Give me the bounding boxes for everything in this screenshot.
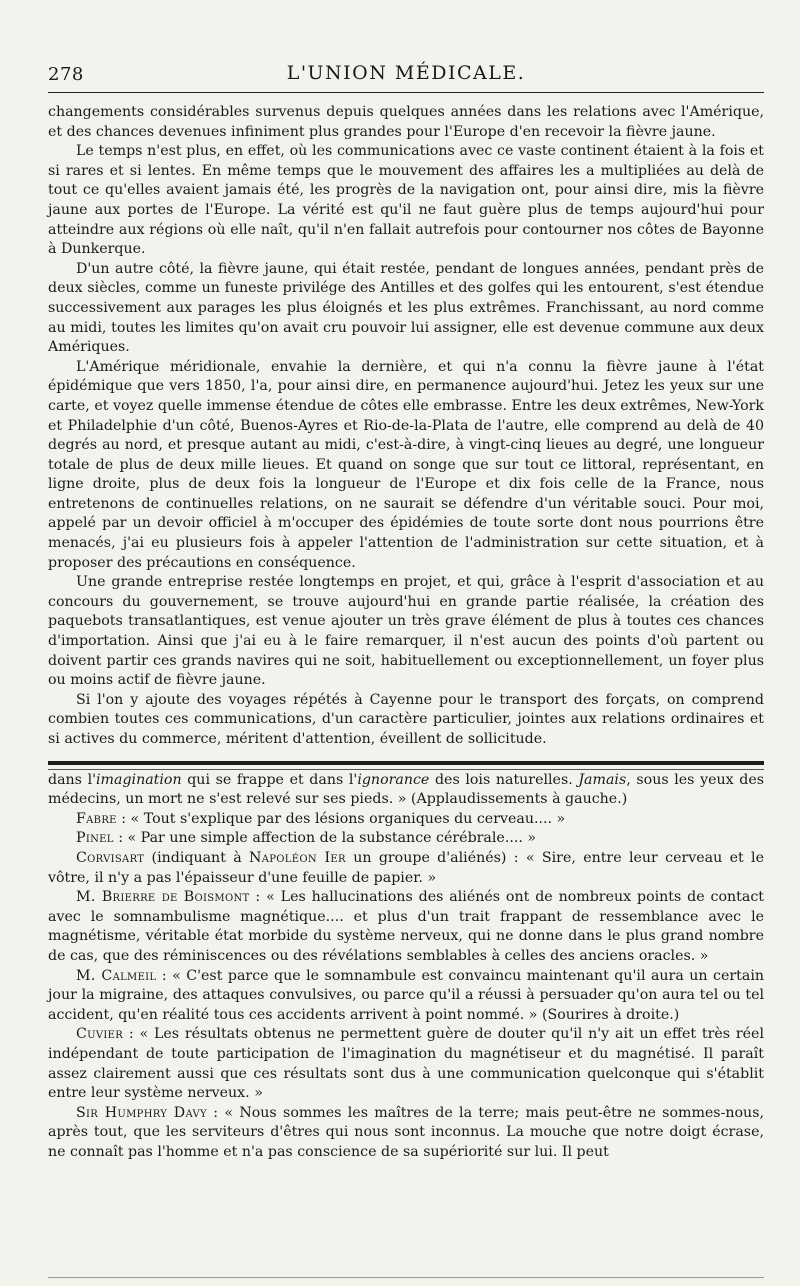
page-header (48, 58, 764, 93)
text-run: qui se frappe et dans l' (181, 771, 358, 788)
quote-text: : « Les hallucinations des aliénés ont de nombreux points de contact avec le somnambulisme magnétique.... et plus d'un trait frappant de ressemblance avec le magnétisme, véritable état morbide du système nerveux, qui ne donne dans le plus grand nombre de cas, que des réminiscences ou des révélations semblables à celles des anciens oracles. » (48, 889, 764, 964)
speaker-name: M. Brierre de Boismont (76, 889, 250, 906)
speaker-name: Sir Humphry Davy (76, 1104, 207, 1121)
paragraph: L'Amérique méridionale, envahie la dernière, et qui n'a connu la fièvre jaune à l'état épidémique que vers 1850, l'a, pour ainsi dire, en permanence aujourd'hui. Jetez les yeux sur une carte, et voyez quelle immense étendue de côtes elle embrasse. Entre les deux extrêmes, New-York et Philadelphie d'un côté, Buenos-Ayres et Rio-de-la-Plata de l'autre, elle comprend au delà de 40 degrés au nord, et presque autant au midi, c'est-à-dire, à vingt-cinq lieues au degré, une longueur totale de plus de deux mille lieues. Et quand on songe que sur tout ce littoral, représentant, en ligne droite, plus de deux fois la longueur de l'Europe et dix fois celle de la France, nous entretenons de continuelles relations, on ne saurait se défendre d'un véritable souci. Pour moi, appelé par un devoir officiel à m'occuper des épidémies de toute sorte dont nous pourrions être menacés, j'ai eu plusieurs fois à appeler l'attention de l'administration sur cette situation, et à proposer des précautions en conséquence. (48, 358, 764, 571)
quote-fabre (48, 810, 764, 830)
quote-text: (indiquant à (144, 849, 250, 866)
speaker-name: M. Calmeil (76, 967, 157, 984)
speaker-name: Napoléon Ier (249, 849, 346, 866)
running-title: L'UNION MÉDICALE. (286, 62, 526, 84)
paragraph: Le temps n'est plus, en effet, où les communications avec ce vaste continent étaient à la fois et si rares et si lentes. En même temps que le mouvement des affaires les a multipliées au delà de tout ce qu'elles avaient jamais été, les progrès de la navigation ont, pour ainsi dire, mis la fièvre jaune aux portes de l'Europe. La vérité est qu'il ne faut guère plus de temps aujourd'hui pour atteindre aux régions où elle naît, qu'il n'en fallait autrefois pour contourner nos côtes de Bayonne à Dunkerque. (48, 143, 764, 258)
paragraph: changements considérables survenus depuis quelques années dans les relations avec l'Amérique, et des chances devenues infiniment plus grandes pour l'Europe d'en recevoir la fièvre jaune. (48, 104, 764, 140)
paragraph: Une grande entreprise restée longtemps en projet, et qui, grâce à l'esprit d'association et au concours du gouvernement, se trouve aujourd'hui en grande partie réalisée, la création des paquebots transatlantiques, est venue ajouter un très grave élément de plus à toutes ces chances d'importation. Ainsi que j'ai eu à le faire remarquer, il n'est aucun des points d'où partent ou doivent partir ces grands navires qui ne soit, habituellement ou exceptionnellement, un foyer plus ou moins actif de fièvre jaune. (48, 574, 764, 689)
quote-cuvier (48, 1025, 764, 1103)
text-run: , sous les yeux des médecins, un mort ne s'est relevé sur ses pieds. » (Applaudissements à gauche.) (48, 771, 764, 808)
speaker-name: Pinel (76, 830, 114, 847)
quote-corvisart (48, 849, 764, 888)
page-bottom-rule (48, 1277, 764, 1282)
emphasis: Jamais (578, 771, 627, 788)
section-divider (48, 761, 764, 765)
quote-text: : « Par une simple affection de la substance cérébrale.... » (113, 830, 537, 847)
speaker-name: Fabre (76, 810, 117, 827)
emphasis: ignorance (357, 771, 430, 788)
paragraph: D'un autre côté, la fièvre jaune, qui était restée, pendant de longues années, pendant près de deux siècles, comme un funeste privilége des Antilles et des golfes qui les entourent, s'est étendue successivement aux parages les plus éloignés et les plus extrêmes. Franchissant, au nord comme au midi, toutes les limites qu'on avait cru pouvoir lui assigner, elle est devenue commune aux deux Amériques. (48, 260, 764, 356)
quote-text: un groupe d'aliénés) : « Sire, entre leur cerveau et le vôtre, il n'y a pas l'épaisseur d'une feuille de papier. » (48, 849, 764, 886)
quote-text: : « Nous sommes les maîtres de la terre; mais peut-être ne sommes-nous, après tout, que les serviteurs d'êtres qui nous sont inconnus. La mouche que notre doigt écrase, ne connaît pas l'homme et n'a pas conscience de sa supériorité sur lui. Il peut (48, 1104, 764, 1160)
quote-text: : « Tout s'explique par des lésions organiques du cerveau.... » (116, 810, 566, 827)
quote-text: : « Les résultats obtenus ne permettent guère de douter qu'il n'y ait un effet très réel indépendant de toute participation de l'imagination du magnétiseur et du magnétisé. Il paraît assez clairement aussi que ces résultats sont dus à une communication quelconque qui s'établit entre leur système nerveux. » (48, 1026, 764, 1102)
quote-text: : « C'est parce que le somnambule est convaincu maintenant qu'il aura un certain jour la migraine, des attaques convulsives, ou parce qu'il a réussi à persuader qu'on aura tel ou tel accident, qu'en réalité tous ces accidents arrivent à point nommé. » (Sourires à droite.) (48, 967, 764, 1023)
paragraph: Si l'on y ajoute des voyages répétés à Cayenne pour le transport des forçats, on comprend combien toutes ces communications, d'un caractère particulier, jointes aux relations ordinaires et si actives du commerce, méritent d'attention, éveillent de sollicitude. (48, 691, 764, 747)
speaker-name: Corvisart (76, 849, 145, 866)
text-run: dans l' (48, 771, 97, 788)
paragraph (48, 771, 764, 810)
emphasis: imagination (96, 771, 182, 788)
top-article (48, 103, 764, 750)
quote-pinel (48, 829, 764, 849)
bottom-article (48, 771, 764, 1163)
page-number: 278 (48, 64, 84, 85)
text-run: des lois naturelles. (429, 771, 579, 788)
quote-davy (48, 1104, 764, 1163)
quote-calmeil (48, 967, 764, 1026)
speaker-name: Cuvier (76, 1026, 124, 1043)
quote-brierre (48, 888, 764, 966)
